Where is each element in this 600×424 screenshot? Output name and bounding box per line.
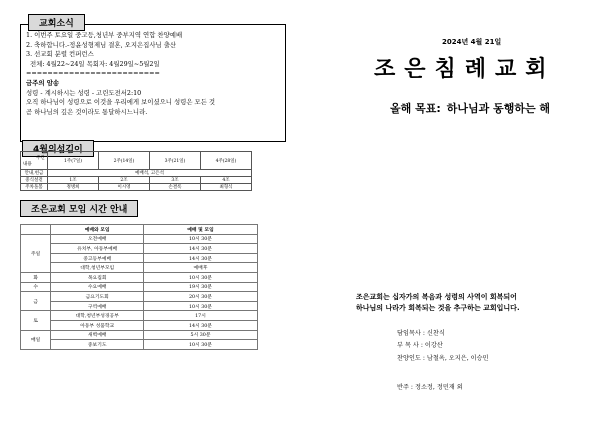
senior-pastor: 담임목사 : 신찬식 (397, 330, 445, 337)
staff-list (397, 328, 489, 365)
day-cell: 주일 (21, 234, 51, 272)
servants-header-corner (21, 152, 48, 170)
time-cell: 14시 30분 (144, 244, 258, 254)
accompanists: 반주 : 정소정, 정민재 외 (397, 384, 463, 391)
service-cell: 유치부, 아동부예배 (51, 244, 144, 254)
table-cell: 이시영 (99, 184, 150, 191)
time-cell: 10시 30분 (144, 234, 258, 244)
table-cell: 최형식 (201, 184, 252, 191)
time-cell: 10시 30분 (144, 272, 258, 282)
row-label: 중식설겉 (21, 177, 48, 184)
time-cell: 19시 30분 (144, 282, 258, 292)
service-cell: 수요예배 (51, 282, 144, 292)
table-cell: 2조 (99, 177, 150, 184)
news-heading: 교회소식 (28, 14, 85, 31)
table-row (21, 184, 252, 191)
meetings-heading: 조은교회 모임 시간 안내 (20, 200, 138, 217)
mission-line-1: 조은교회는 십자가의 복음과 성령의 사역이 회복되어 (356, 293, 517, 301)
servants-heading: 4월의섬김이 (22, 140, 94, 157)
associate-pastor: 부 목 사 : 이강산 (397, 342, 443, 350)
time-cell: 14시 30분 (144, 253, 258, 263)
time-cell: 10시 30분 (144, 301, 258, 311)
mission-line-2: 하나님의 나라가 회복되는 것을 추구하는 교회입니다. (356, 304, 520, 312)
service-cell: 중고등부예배 (51, 253, 144, 263)
news-body (20, 24, 286, 142)
meetings-table (20, 224, 258, 350)
year-motto (390, 100, 550, 116)
table-cell: 정병희 (48, 184, 99, 191)
day-cell: 매일 (21, 330, 51, 349)
table-cell: 예배석, 고은석 (48, 170, 252, 177)
service-cell: 오전예배 (51, 234, 144, 244)
table-cell: 1조 (48, 177, 99, 184)
time-cell: 17시 (144, 311, 258, 321)
table-row (21, 330, 258, 340)
service-cell: 구역예배 (51, 301, 144, 311)
time-cell: 10시 30분 (144, 340, 258, 350)
news-item-3-detail: 전체: 4월22~24일 목회자: 4월29일~5월2일 (30, 59, 160, 68)
verse-reference: 성령 - 계시하시는 성령 - 고린도전서2:10 (26, 88, 142, 97)
table-row (21, 340, 258, 350)
table-row (21, 320, 258, 330)
time-cell: 예배후 (144, 263, 258, 273)
time-header: 예배 및 모임 (144, 225, 258, 235)
bulletin-date: 2024년 4월 21일 (442, 38, 502, 46)
service-cell: 금요기도회 (51, 292, 144, 302)
table-row (21, 253, 258, 263)
church-name: 조은침례교회 (374, 57, 556, 82)
header-content-label: 내용 (23, 161, 32, 167)
time-cell: 14시 30분 (144, 320, 258, 330)
day-cell: 수 (21, 282, 51, 292)
service-header: 예배와 모임 (51, 225, 144, 235)
servants-table (20, 151, 252, 191)
table-row (21, 301, 258, 311)
week-1-header: 1주(7일) (48, 152, 99, 170)
table-cell: 4조 (201, 177, 252, 184)
service-cell: 중보기도 (51, 340, 144, 350)
verse-text-1: 오직 하나님이 성령으로 이것을 우리에게 보이셨으니 성령은 모든 것 (26, 98, 216, 107)
service-cell: 새벽예배 (51, 330, 144, 340)
row-label: 주차돌봄 (21, 184, 48, 191)
day-header (21, 225, 51, 235)
table-row (21, 311, 258, 321)
day-cell: 금 (21, 292, 51, 311)
motto-label: 올해 목표: (390, 102, 441, 115)
service-cell: 대학,청년부모임 (51, 263, 144, 273)
table-row (21, 292, 258, 302)
week-4-header: 4주(28일) (201, 152, 252, 170)
service-cell: 아동부 성품학교 (51, 320, 144, 330)
service-cell: 대학,청년부성경공부 (51, 311, 144, 321)
time-cell: 20시 30분 (144, 292, 258, 302)
table-row (21, 263, 258, 273)
table-row (21, 272, 258, 282)
table-cell: 3조 (150, 177, 201, 184)
time-cell: 5시 30분 (144, 330, 258, 340)
table-cell: 손결록 (150, 184, 201, 191)
header-week-label: 주간 (36, 155, 45, 161)
row-label: 안내,헌금 (21, 170, 48, 177)
table-row (21, 234, 258, 244)
news-item-2: 2. 축하합니다.-정윤성형제님 결혼, 오지은집사님 출산 (26, 40, 177, 49)
day-cell: 화 (21, 272, 51, 282)
week-2-header: 2주(14일) (99, 152, 150, 170)
motto-text: 하나님과 동행하는 해 (446, 102, 551, 115)
table-row (21, 177, 252, 184)
news-item-1: 1. 이번주 토요일 중고등,청년부 중부지역 연합 찬양예배 (26, 31, 183, 39)
verse-text-2: 곧 하나님의 깊은 것이라도 통달하시느니라. (26, 107, 148, 116)
mission-statement (356, 292, 520, 314)
news-separator: ========================= (26, 69, 160, 78)
verse-title: 금주의 암송 (26, 78, 60, 87)
table-row (21, 170, 252, 177)
week-3-header: 3주(21일) (150, 152, 201, 170)
table-row (21, 282, 258, 292)
news-item-3: 3. 선교회 분렬 컨퍼런스 (26, 50, 94, 59)
day-cell: 토 (21, 311, 51, 330)
table-row (21, 244, 258, 254)
service-cell: 목요집회 (51, 272, 144, 282)
worship-leaders: 찬양인도 : 남철옥, 오지은, 이승민 (397, 354, 489, 362)
